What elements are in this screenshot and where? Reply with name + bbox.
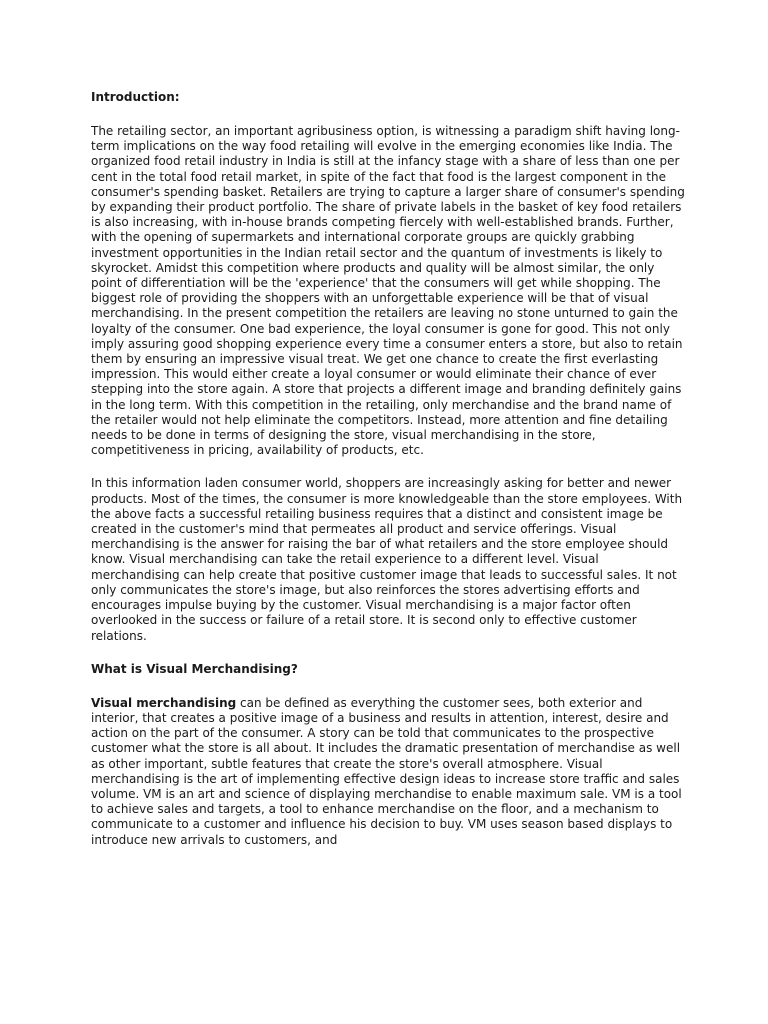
vm-term: Visual merchandising <box>91 695 237 710</box>
intro-heading: Introduction: <box>91 90 180 104</box>
vm-paragraph <box>91 696 686 848</box>
intro-paragraph-2: In this information laden consumer world, shoppers are increasingly asking for better and newer products. Most of the times, the consumer is more knowledgeable than the store employees. With the above facts a successful retailing business requires that a distinct and consistent image be created in the customer's mind that permeates all product and service offerings. Visual merchandising is the answer for raising the bar of what retailers and the store employee should know. Visual merchandising can take the retail experience to a different level. Visual merchandising can help create that positive customer image that leads to successful sales. It not only communicates the store's image, but also reinforces the stores advertising efforts and encourages impulse buying by the customer. Visual merchandising is a major factor often overlooked in the success or failure of a retail store. It is second only to effective customer relations. <box>91 476 683 643</box>
vm-heading: What is Visual Merchandising? <box>91 661 298 676</box>
intro-paragraph-1: The retailing sector, an important agribusiness option, is witnessing a paradigm shift having long-term implications on the way food retailing will evolve in the emerging economies like India. The organized food retail industry in India is still at the infancy stage with a share of less than one per cent in the total food retail market, in spite of the fact that food is the largest component in the consumer's spending basket. Retailers are trying to capture a larger share of consumer's spending by expanding their product portfolio. The share of private labels in the basket of key food retailers is also increasing, with in-house brands competing fiercely with well-established brands. Further, with the opening of supermarkets and international corporate groups are quickly grabbing investment opportunities in the Indian retail sector and the quantum of investments is likely to skyrocket. Amidst this competition where products and quality will be almost similar, the only point of differentiation will be the 'experience' that the consumers will get while shopping. The biggest role of providing the shoppers with an unforgettable experience will be that of visual merchandising. In the present competition the retailers are leaving no stone unturned to gain the loyalty of the consumer. One bad experience, the loyal consumer is gone for good. This not only imply assuring good shopping experience every time a consumer enters a store, but also to retain them by ensuring an impressive visual treat. We get one chance to create the first everlasting impression. This would either create a loyal consumer or would eliminate their chance of ever stepping into the store again. A store that projects a different image and branding definitely gains in the long term. With this competition in the retailing, only merchandise and the brand name of the retailer would not help eliminate the competitors. Instead, more attention and fine detailing needs to be done in terms of designing the store, visual merchandising in the store, competitiveness in pricing, availability of products, etc. <box>91 124 685 458</box>
vm-paragraph-text: can be defined as everything the customer sees, both exterior and interior, that creates a positive image of a business and results in attention, interest, desire and action on the part of the consumer. A story can be told that communicates to the prospective customer what the store is all about. It includes the dramatic presentation of merchandise as well as other important, subtle features that create the store's overall atmosphere. Visual merchandising is the art of implementing effective design ideas to increase store traffic and sales volume. VM is an art and science of displaying merchandise to enable maximum sale. VM is a tool to achieve sales and targets, a tool to enhance merchandise on the floor, and a mechanism to communicate to a customer and influence his decision to buy. VM uses season based displays to introduce new arrivals to customers, and <box>91 695 682 847</box>
